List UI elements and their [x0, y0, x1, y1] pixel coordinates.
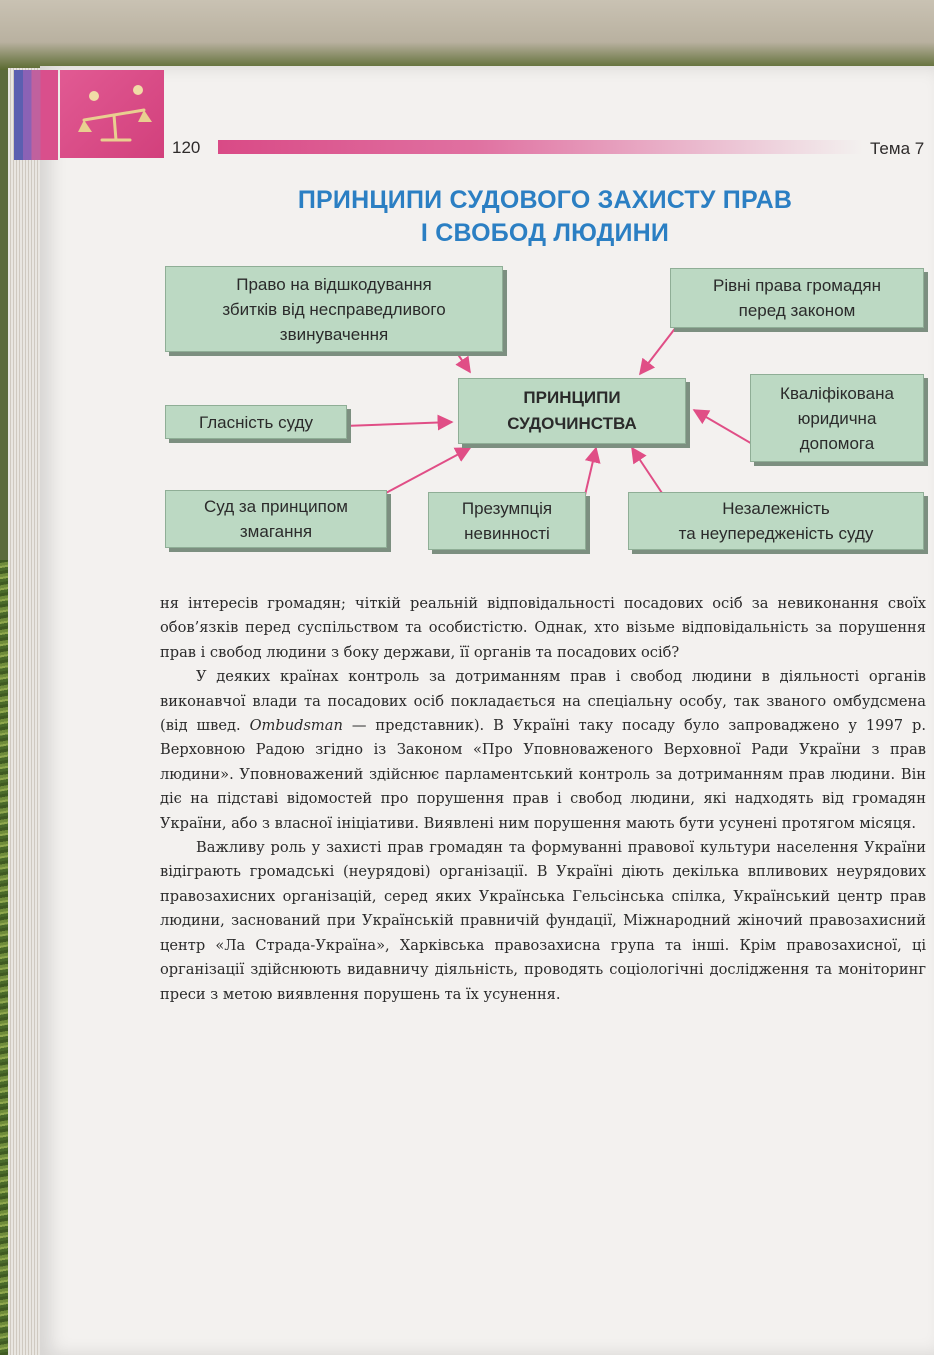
page-title	[200, 184, 890, 250]
node-compensation	[165, 266, 503, 352]
color-tab-strip	[14, 70, 58, 160]
node-independence-line: Незалежність	[722, 499, 830, 518]
title-line-2: І СВОБОД ЛЮДИНИ	[420, 219, 670, 247]
paragraph-2-part-2: — представник). В Україні таку посаду було запроваджено у 1997 р. Верховною Радою згідно із Законом «Про Уповноваженого Верховної Ради України з прав людини». Уповноважений здійснює парламентський контроль за дотриманням прав людини. Він діє на підставі відомостей про порушення прав і свобод людини, які надходять від громадян України, або з власної ініціативи. Виявлені ним порушення мають бути усунені протягом місяця.	[160, 717, 927, 832]
paragraph-1: ня інтересів громадян; чіткій реальній відповідальності посадових осіб за невиконання своїх обов’язків перед суспільством та особистістю. Однак, хто візьме відповідальність за порушення прав і свобод людини з боку держави, її органів та посадових осіб?	[160, 595, 926, 661]
paragraph-2	[160, 665, 926, 836]
node-equal-rights-line: перед законом	[738, 301, 856, 320]
scales-of-justice-icon	[72, 80, 156, 146]
node-legal-aid-line: допомога	[799, 433, 875, 453]
node-legal-aid-line: юридична	[797, 408, 877, 428]
node-adversarial-line: Суд за принципом	[204, 497, 348, 516]
node-equal-rights-line: Рівні права громадян	[713, 276, 881, 295]
node-compensation-line: Право на відшкодування	[236, 274, 432, 294]
node-presumption-line: Презумпція	[461, 499, 553, 518]
page-number: 120	[172, 138, 201, 157]
topic-label: Тема 7	[870, 139, 925, 158]
node-publicity-line: Гласність суду	[198, 412, 313, 432]
paragraph-2-term: Ombudsman	[249, 717, 343, 735]
center-line-1: ПРИНЦИПИ	[523, 388, 621, 407]
title-line-1: ПРИНЦИПИ СУДОВОГО ЗАХИСТУ ПРАВ	[297, 186, 793, 214]
paragraph-2-part-1: У деяких країнах контроль за дотриманням прав і свобод людини в діяльності органів виконавчої влади та посадових осіб покладається на спеціальну особу, так званого омбудсмена (від швед.	[160, 668, 926, 735]
node-compensation-line: звинувачення	[279, 324, 389, 344]
header-bar	[218, 140, 863, 154]
node-compensation-line: збитків від несправедливого	[222, 299, 446, 319]
node-adversarial	[165, 490, 387, 548]
node-publicity	[165, 405, 347, 439]
center-line-2: СУДОЧИНСТВА	[507, 414, 637, 433]
node-legal-aid	[750, 374, 924, 462]
background-desk	[0, 0, 934, 70]
node-independence-line: та неупередженість суду	[678, 524, 874, 543]
node-equal-rights	[670, 268, 924, 328]
node-center-principles	[458, 378, 686, 444]
node-independence	[628, 492, 924, 550]
node-adversarial-line: змагання	[239, 522, 313, 541]
node-legal-aid-line: Кваліфікована	[780, 383, 894, 403]
paragraph-3: Важливу роль у захисті прав громадян та формуванні правової культури населення України відіграють громадські (неурядові) організації. В Україні діють декілька впливових неурядових правозахисних організацій, серед яких Українська Гельсінська спілка, Український центр прав людини, заснований при Українській правничій фундації, Міжнародний жіночий правозахисний центр «Ла Страда-Україна», Харківська правозахисна група та інші. Крім правозахисної, ці організації здійснюють видавничу діяльність, проводять соціологічні дослідження та моніторинг преси з метою виявлення порушень та їх усунення.	[160, 839, 926, 1003]
node-presumption-line: невинності	[464, 524, 550, 543]
node-presumption	[428, 492, 586, 550]
body-text	[160, 592, 926, 1007]
